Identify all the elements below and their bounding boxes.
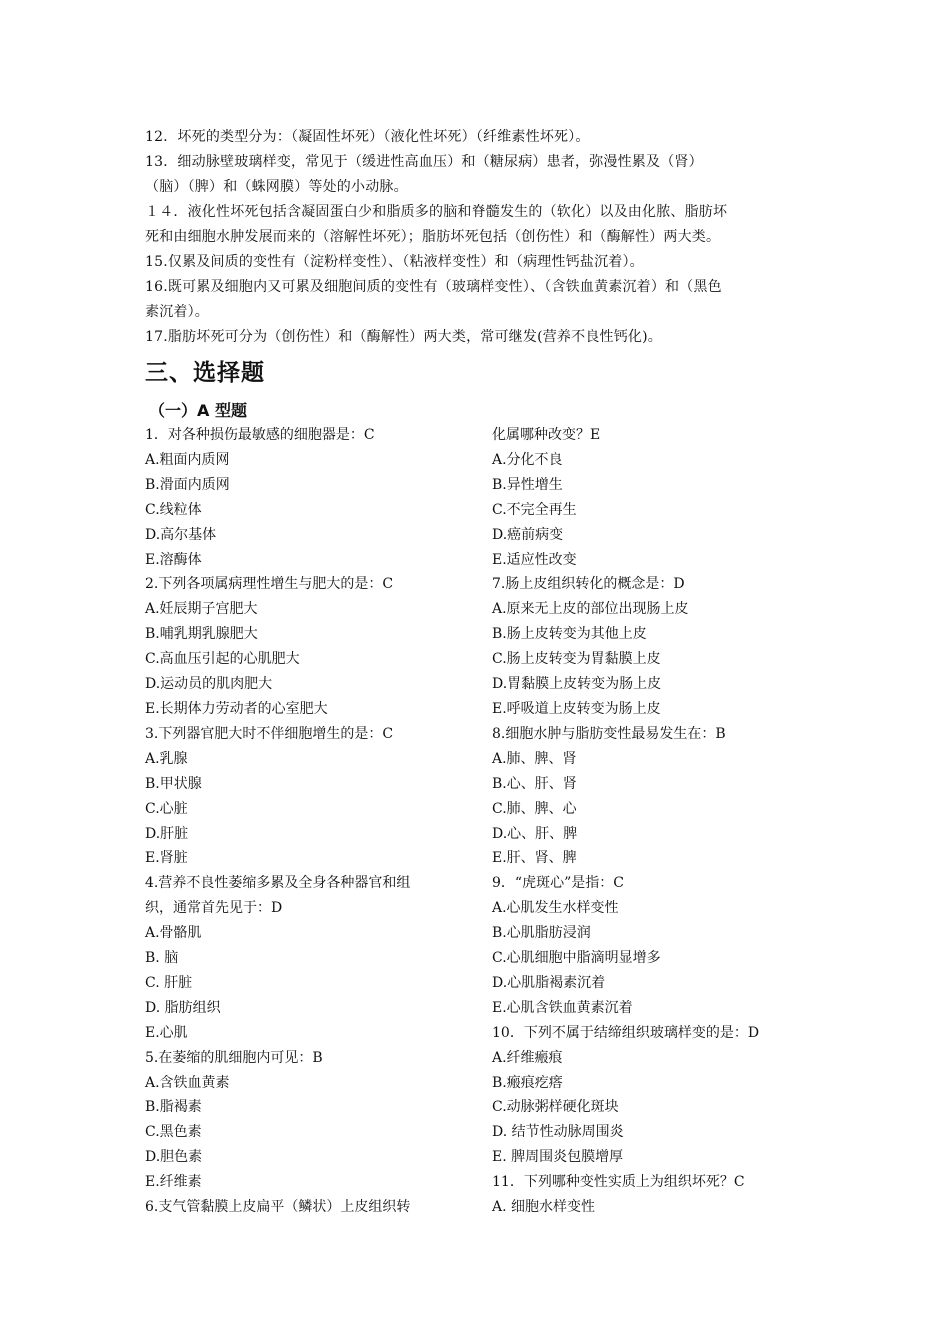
question-line: 1．对各种损伤最敏感的细胞器是：C [145, 427, 375, 443]
option-line: B.异性增生 [492, 476, 563, 493]
subsection-title: （一）A 型题 [149, 401, 247, 420]
fill-line: 死和由细胞水肿发展而来的（溶解性坏死）；脂肪坏死包括（创伤性）和（酶解性）两大类。 [145, 229, 721, 245]
option-line: C.肺、脾、心 [492, 800, 577, 817]
question-line: 10．下列不属于结缔组织玻璃样变的是：D [492, 1024, 760, 1041]
fill-line: 13．细动脉壁玻璃样变，常见于（缓进性高血压）和（糖尿病）患者，弥漫性累及（肾） [145, 154, 703, 170]
question-line: 2.下列各项属病理性增生与肥大的是：C [145, 576, 394, 593]
right-question-column [492, 423, 822, 1220]
left-question-column [145, 423, 475, 1220]
question-line: 7.肠上皮组织转化的概念是：D [492, 576, 685, 593]
option-line: E.长期体力劳动者的心室肥大 [145, 700, 328, 717]
question-line: 9．“虎斑心”是指：C [492, 875, 624, 892]
option-line: C.不完全再生 [492, 501, 577, 518]
fill-line: 15.仅累及间质的变性有（淀粉样变性）、（粘液样变性）和（病理性钙盐沉着）。 [145, 254, 644, 270]
option-line: E.心肌含铁血黄素沉着 [492, 999, 633, 1016]
fill-line: 17.脂肪坏死可分为（创伤性）和（酶解性）两大类，常可继发(营养不良性钙化)。 [145, 329, 662, 345]
question-line: 3.下列器官肥大时不伴细胞增生的是：C [145, 725, 394, 742]
option-line: E.心肌 [145, 1024, 188, 1041]
fill-line: （脑）（脾）和（蛛网膜）等处的小动脉。 [145, 179, 408, 195]
option-line: B.甲状腺 [145, 775, 202, 792]
option-line: A.妊辰期子宫肥大 [145, 601, 258, 618]
option-line: E.溶酶体 [145, 551, 202, 568]
option-line: E.呼吸道上皮转变为肠上皮 [492, 700, 661, 717]
option-line: C. 肝脏 [145, 974, 193, 991]
question-line: 织，通常首先见于：D [145, 900, 283, 917]
option-line: E.肝、肾、脾 [492, 850, 577, 867]
option-line: D.心肌脂褐素沉着 [492, 974, 606, 991]
question-line: 11．下列哪种变性实质上为组织坏死？C [492, 1174, 745, 1191]
option-line: B.肠上皮转变为其他上皮 [492, 626, 647, 643]
option-line: A. 细胞水样变性 [492, 1199, 596, 1216]
option-line: C.动脉粥样硬化斑块 [492, 1099, 619, 1116]
option-line: C.心肌细胞中脂滴明显增多 [492, 950, 661, 967]
option-line: B.滑面内质网 [145, 476, 230, 493]
option-line: D. 脂肪组织 [145, 999, 221, 1016]
option-line: E.肾脏 [145, 850, 188, 867]
fill-line: 素沉着）。 [145, 304, 209, 320]
fill-line: 16.既可累及细胞内又可累及细胞间质的变性有（玻璃样变性）、（含铁血黄素沉着）和（黑色 [145, 279, 722, 295]
option-line: A.肺、脾、肾 [492, 750, 577, 767]
option-line: D.心、肝、脾 [492, 825, 578, 842]
option-line: A.原来无上皮的部位出现肠上皮 [492, 601, 689, 618]
question-line: 5.在萎缩的肌细胞内可见：B [145, 1049, 323, 1066]
option-line: A.分化不良 [492, 451, 563, 468]
option-line: C.黑色素 [145, 1124, 202, 1141]
option-line: E.适应性改变 [492, 551, 577, 568]
option-line: A.纤维瘢痕 [492, 1049, 563, 1066]
option-line: B. 脑 [145, 950, 179, 967]
fill-line: １４．液化性坏死包括含凝固蛋白少和脂质多的脑和脊髓发生的（软化）以及由化脓、脂肪坏 [145, 204, 728, 220]
section-title: 三、选择题 [145, 360, 265, 386]
option-line: A.心肌发生水样变性 [492, 900, 619, 917]
question-line: 8.细胞水肿与脂肪变性最易发生在：B [492, 725, 726, 742]
option-line: D. 结节性动脉周围炎 [492, 1124, 624, 1141]
option-line: B.心、肝、肾 [492, 775, 577, 792]
option-line: D.高尔基体 [145, 526, 217, 543]
question-line: 4.营养不良性萎缩多累及全身各种器官和组 [145, 875, 411, 892]
option-line: B.哺乳期乳腺肥大 [145, 626, 258, 643]
option-line: E. 脾周围炎包膜增厚 [492, 1149, 624, 1166]
option-line: A.乳腺 [145, 750, 188, 767]
option-line: D.胃黏膜上皮转变为肠上皮 [492, 676, 662, 693]
option-line: E.纤维素 [145, 1174, 202, 1191]
fill-line: 12．坏死的类型分为：（凝固性坏死）（液化性坏死）（纤维素性坏死）。 [145, 129, 590, 145]
option-line: C.心脏 [145, 800, 188, 817]
option-line: D.癌前病变 [492, 526, 564, 543]
option-line: D.肝脏 [145, 825, 189, 842]
option-line: D.运动员的肌肉肥大 [145, 676, 273, 693]
option-line: C.线粒体 [145, 501, 202, 518]
option-line: A.含铁血黄素 [145, 1074, 230, 1091]
fill-in-answers [145, 125, 815, 350]
option-line: A.粗面内质网 [145, 451, 230, 468]
option-line: B.瘢痕疙瘩 [492, 1074, 563, 1091]
option-line: C.肠上皮转变为胃黏膜上皮 [492, 651, 661, 668]
option-line: A.骨骼肌 [145, 925, 202, 942]
question-line: 化属哪种改变？E [492, 427, 601, 443]
option-line: C.高血压引起的心肌肥大 [145, 651, 300, 668]
option-line: D.胆色素 [145, 1149, 203, 1166]
option-line: B.脂褐素 [145, 1099, 202, 1116]
question-line: 6.支气管黏膜上皮扁平（鳞状）上皮组织转 [145, 1199, 411, 1216]
option-line: B.心肌脂肪浸润 [492, 925, 591, 942]
